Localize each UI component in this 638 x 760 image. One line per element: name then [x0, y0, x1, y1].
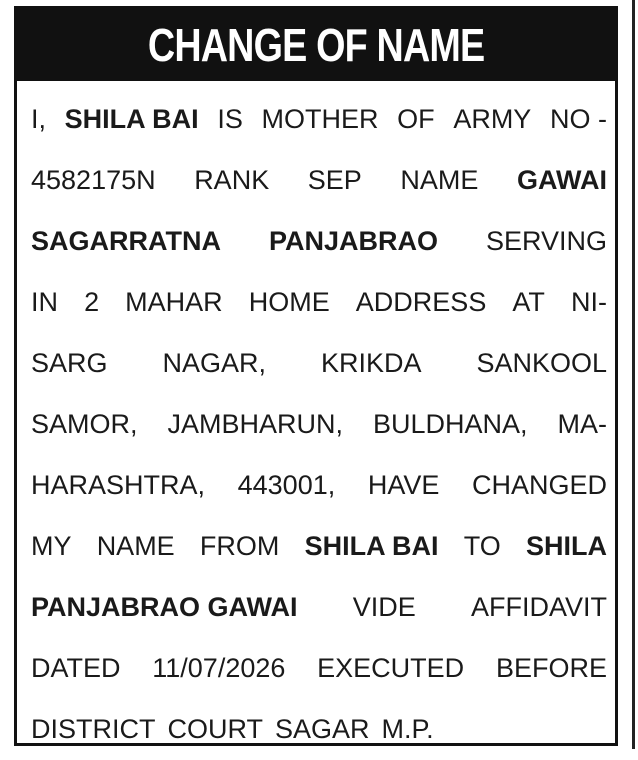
notice-header: [17, 9, 615, 81]
body-word: SARG: [31, 348, 108, 378]
body-word: 443001,: [237, 470, 336, 500]
notice-title: CHANGE OF NAME: [147, 19, 485, 71]
bold-name-text: PANJABRAO GAWAI: [31, 592, 298, 622]
notice-line: [31, 455, 607, 516]
body-word: MAHAR: [125, 287, 223, 317]
body-word: KRIKDA: [320, 348, 422, 378]
body-word: BEFORE: [495, 653, 607, 683]
notice-line: [31, 394, 607, 455]
bold-name-text: PANJABRAO: [268, 226, 438, 256]
notice-line: [31, 577, 607, 638]
body-word: MA-: [557, 409, 607, 439]
body-word: AT: [512, 287, 545, 317]
bold-name-text: SHILA: [525, 531, 607, 561]
body-word: NAME: [96, 531, 175, 561]
body-word: COURT: [167, 714, 264, 744]
body-word: RANK: [194, 165, 270, 195]
bold-name-text: GAWAI: [516, 165, 607, 195]
body-word: ADDRESS: [355, 287, 487, 317]
body-word: MY: [31, 531, 72, 561]
body-word: VIDE: [352, 592, 416, 622]
body-word: FROM: [199, 531, 280, 561]
bold-name-text: SAGARRATNA: [31, 226, 221, 256]
body-word: SERVING: [485, 226, 607, 256]
body-word: ARMY: [453, 104, 532, 134]
body-word: 2: [84, 287, 100, 317]
body-word: MOTHER: [261, 104, 379, 134]
body-word: AFFIDAVIT: [470, 592, 607, 622]
notice-line: [31, 211, 607, 272]
notice-line: [31, 89, 607, 150]
notice-line: [31, 150, 607, 211]
body-word: IN: [31, 287, 58, 317]
change-of-name-notice: [14, 6, 618, 746]
body-word: CHANGED: [471, 470, 607, 500]
page-edge-divider: [632, 0, 635, 749]
body-word: I,: [31, 104, 47, 134]
notice-line: [31, 333, 607, 394]
body-word: 4582175N: [31, 165, 156, 195]
body-word: 11/07/2026: [152, 653, 286, 683]
body-word: SAGAR: [275, 714, 370, 744]
body-word: NAME: [400, 165, 479, 195]
body-word: DATED: [31, 653, 121, 683]
body-word: M.P.: [381, 714, 434, 744]
body-word: DISTRICT: [31, 714, 156, 744]
body-word: OF: [397, 104, 435, 134]
body-word: SAMOR,: [31, 409, 138, 439]
body-word: NAGAR,: [162, 348, 267, 378]
body-word: NO -: [549, 104, 607, 134]
body-word: JAMBHARUN,: [167, 409, 343, 439]
body-word: BULDHANA,: [372, 409, 528, 439]
body-word: IS: [217, 104, 243, 134]
body-word: TO: [463, 531, 501, 561]
body-word: HOME: [248, 287, 330, 317]
body-word: HAVE: [367, 470, 440, 500]
notice-body: [17, 81, 615, 760]
body-word: NI-: [570, 287, 607, 317]
bold-name-text: SHILA BAI: [304, 531, 439, 561]
notice-line: [31, 699, 607, 760]
body-word: HARASHTRA,: [31, 470, 206, 500]
body-word: SANKOOL: [476, 348, 607, 378]
body-word: SEP: [307, 165, 362, 195]
body-word: EXECUTED: [317, 653, 465, 683]
notice-line: [31, 516, 607, 577]
bold-name-text: SHILA BAI: [64, 104, 199, 134]
notice-line: [31, 638, 607, 699]
notice-line: [31, 272, 607, 333]
